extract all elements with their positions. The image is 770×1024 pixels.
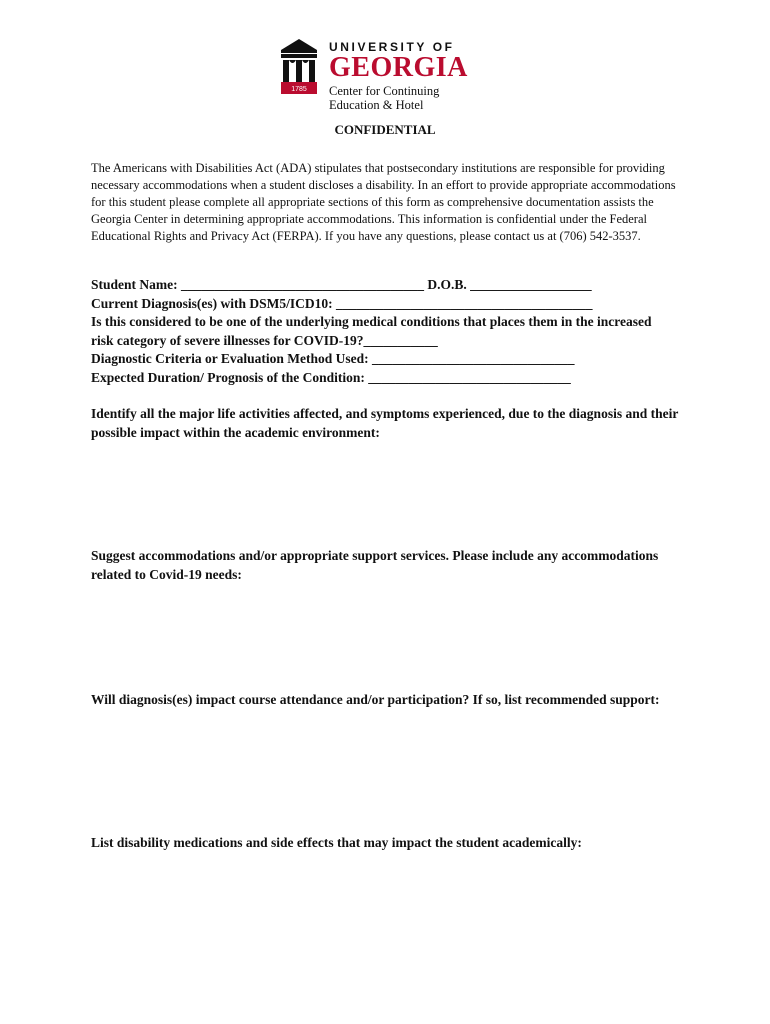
- duration-row: [91, 369, 691, 388]
- intro-paragraph: The Americans with Disabilities Act (ADA) stipulates that postsecondary institutions are responsible for providing necessary accommodations when a student discloses a disability. In an effort to provide appropriate accommodations for this student please complete all appropriate sections of this form as comprehensive documentation assists the Georgia Center in determining appropriate accommodations. This information is confidential under the Federal Educational Rights and Privacy Act (FERPA). If you have any questions, please contact us at (706) 542-3537.: [91, 161, 676, 243]
- question-attendance: Will diagnosis(es) impact course attendance and/or participation? If so, list recommended support:: [91, 692, 660, 707]
- covid-answer-field[interactable]: ___________: [363, 332, 438, 348]
- duration-label: Expected Duration/ Prognosis of the Condition:: [91, 369, 365, 385]
- student-name-label: Student Name:: [91, 277, 178, 292]
- question-accommodations: Suggest accommodations and/or appropriate support services. Please include any accommodations related to Covid-19 needs:: [91, 548, 659, 582]
- university-logo: [279, 36, 469, 112]
- dob-field[interactable]: __________________: [470, 277, 592, 292]
- center-line-1: Center for Continuing: [329, 84, 440, 98]
- covid-question-row: [91, 313, 661, 350]
- university-of-text: UNIVERSITY OF: [329, 40, 455, 54]
- form-fields: [91, 276, 691, 387]
- diagnosis-label: Current Diagnosis(es) with DSM5/ICD10:: [91, 295, 333, 311]
- question-medications: List disability medications and side effects that may impact the student academically:: [91, 835, 582, 850]
- svg-text:1785: 1785: [291, 86, 307, 93]
- student-name-field[interactable]: ____________________________________: [181, 277, 424, 292]
- criteria-field[interactable]: ______________________________: [371, 351, 575, 366]
- arch-logo-icon: [279, 36, 319, 96]
- dob-label: D.O.B.: [427, 277, 467, 292]
- student-name-row: [91, 276, 691, 295]
- criteria-row: [91, 350, 691, 369]
- covid-question-label: Is this considered to be one of the underlying medical conditions that places them in the increased risk category of severe illnesses for COVID-19?: [91, 314, 652, 348]
- diagnosis-row: [91, 295, 691, 314]
- center-line-2: Education & Hotel: [329, 98, 424, 112]
- diagnosis-field[interactable]: ______________________________________: [336, 295, 593, 311]
- question-life-activities: Identify all the major life activities affected, and symptoms experienced, due to the diagnosis and their possible impact within the academic environment:: [91, 406, 679, 440]
- page-title: CONFIDENTIAL: [334, 122, 436, 137]
- georgia-wordmark: GEORGIA: [329, 52, 468, 83]
- criteria-label: Diagnostic Criteria or Evaluation Method Used:: [91, 351, 369, 366]
- duration-field[interactable]: ______________________________: [368, 369, 571, 385]
